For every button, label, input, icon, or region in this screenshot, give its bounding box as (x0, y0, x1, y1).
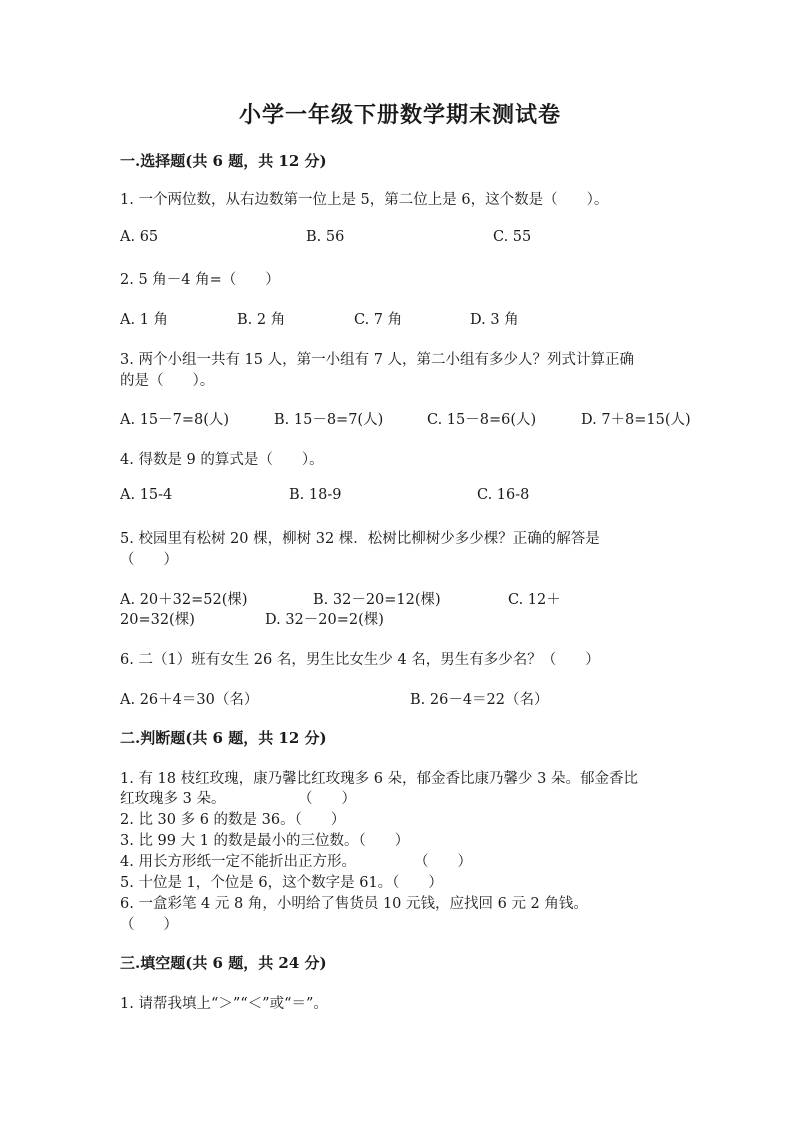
section-heading-choice: 一.选择题(共 6 题，共 12 分) (120, 152, 327, 170)
question-3-text-line2: 的是（ ）。 (120, 373, 215, 389)
q3-option-d: D. 7＋8=15(人) (581, 412, 691, 428)
q1-option-a: A. 65 (120, 229, 159, 245)
q4-option-b: B. 18-9 (289, 487, 342, 503)
tf-line-5: 4. 用长方形纸一定不能折出正方形。 （ ） (120, 854, 472, 870)
question-5-text-line1: 5. 校园里有松树 20 棵，柳树 32 棵．松树比柳树少多少棵？正确的解答是 (120, 531, 600, 547)
q6-option-b: B. 26－4＝22（名） (410, 692, 549, 708)
q1-option-b: B. 56 (306, 229, 345, 245)
exam-title: 小学一年级下册数学期末测试卷 (238, 102, 561, 128)
q3-option-a: A. 15－7=8(人) (120, 412, 230, 428)
q2-option-a: A. 1 角 (120, 312, 169, 328)
q2-option-b: B. 2 角 (237, 312, 286, 328)
q5-option-d: D. 32－20=2(棵) (265, 612, 384, 628)
q6-option-a: A. 26＋4＝30（名） (120, 692, 259, 708)
q1-option-c: C. 55 (493, 229, 532, 245)
q5-option-c-part1: C. 12＋ (508, 592, 561, 608)
question-1-text: 1. 一个两位数，从右边数第一位上是 5，第二位上是 6，这个数是（ ）。 (120, 192, 609, 208)
question-4-text: 4. 得数是 9 的算式是（ ）。 (120, 452, 324, 468)
fill-question-1-text: 1. 请帮我填上“＞”“＜”或“＝”。 (120, 996, 328, 1012)
q5-option-c-part2: 20=32(棵) (120, 612, 195, 628)
section-heading-fill-in: 三.填空题(共 6 题，共 24 分) (120, 954, 327, 972)
tf-line-6: 5. 十位是 1，个位是 6，这个数字是 61。（ ） (120, 875, 443, 891)
q4-option-c: C. 16-8 (477, 487, 530, 503)
q2-option-d: D. 3 角 (470, 312, 519, 328)
q3-option-b: B. 15－8=7(人) (274, 412, 384, 428)
question-2-text: 2. 5 角－4 角=（ ） (120, 272, 280, 288)
tf-line-1: 1. 有 18 枝红玫瑰，康乃馨比红玫瑰多 6 朵，郁金香比康乃馨少 3 朵。郁金香比 (120, 771, 638, 787)
tf-line-8: （ ） (120, 917, 178, 933)
q3-option-c: C. 15－8=6(人) (427, 412, 537, 428)
q4-option-a: A. 15-4 (120, 487, 173, 503)
tf-line-4: 3. 比 99 大 1 的数是最小的三位数。（ ） (120, 833, 410, 849)
question-6-text: 6. 二（1）班有女生 26 名，男生比女生少 4 名，男生有多少名？（ ） (120, 652, 600, 668)
question-5-text-line2: （ ） (120, 552, 178, 568)
question-3-text-line1: 3. 两个小组一共有 15 人，第一小组有 7 人，第二小组有多少人？列式计算正确 (120, 352, 635, 368)
section-heading-true-false: 二.判断题(共 6 题，共 12 分) (120, 729, 327, 747)
tf-line-2: 红玫瑰多 3 朵。 （ ） (120, 791, 356, 807)
tf-line-7: 6. 一盒彩笔 4 元 8 角，小明给了售货员 10 元钱，应找回 6 元 2 角钱。 (120, 896, 588, 912)
q2-option-c: C. 7 角 (354, 312, 403, 328)
q5-option-a: A. 20＋32=52(棵) (120, 592, 248, 608)
tf-line-3: 2. 比 30 多 6 的数是 36。（ ） (120, 812, 346, 828)
q5-option-b: B. 32－20=12(棵) (313, 592, 441, 608)
